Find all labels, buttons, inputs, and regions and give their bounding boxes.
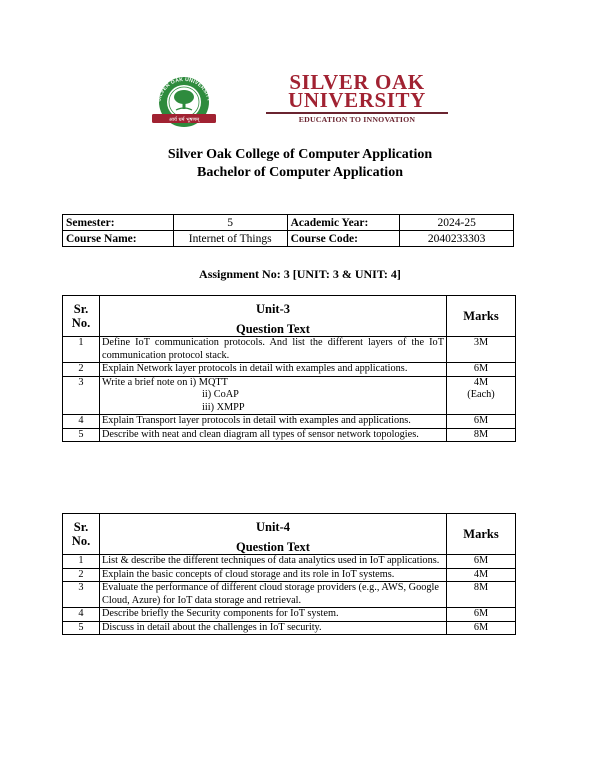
table-row [63, 568, 516, 582]
university-tagline: EDUCATION TO INNOVATION [266, 112, 448, 125]
marks: 6M [447, 363, 516, 377]
sr-no: 1 [63, 337, 100, 363]
university-name [262, 70, 452, 112]
unit4-question-table [62, 513, 516, 635]
unit-header: Unit-3 [100, 296, 447, 324]
question-sub-item: iii) XMPP [202, 401, 245, 413]
question-text: Explain the basic concepts of cloud storage and its role in IoT systems. [100, 568, 447, 582]
sr-no: 5 [63, 428, 100, 442]
sr-no: 4 [63, 415, 100, 429]
table-row [63, 555, 516, 569]
marks: 8M [447, 428, 516, 442]
table-row [63, 621, 516, 635]
question-main: Write a brief note on i) MQTT [102, 376, 228, 388]
unit-header: Unit-4 [100, 514, 447, 542]
question-text: Explain Transport layer protocols in detail with examples and applications. [100, 415, 447, 429]
course-code-value: 2040233303 [400, 231, 514, 247]
question-text: Define IoT communication protocols. And list the different layers of the IoT communication protocol stack. [100, 337, 447, 363]
question-text: Explain Network layer protocols in detail with examples and applications. [100, 363, 447, 377]
question-sub-item: ii) CoAP [202, 389, 239, 400]
sr-no: 4 [63, 608, 100, 622]
info-row [63, 215, 514, 231]
question-text-header: Question Text [100, 541, 447, 555]
sr-no: 3 [63, 376, 100, 415]
marks: 6M [447, 621, 516, 635]
svg-text:SILVER OAK UNIVERSITY: SILVER OAK UNIVERSITY [156, 76, 212, 103]
marks: 3M [447, 337, 516, 363]
sr-no-header: Sr. No. [63, 296, 100, 337]
unit3-question-table [62, 295, 516, 442]
academic-year-label: Academic Year: [287, 215, 400, 231]
question-text: Describe with neat and clean diagram all types of sensor network topologies. [100, 428, 447, 442]
sr-no: 5 [63, 621, 100, 635]
course-code-label: Course Code: [287, 231, 400, 247]
marks: 6M [447, 555, 516, 569]
college-title: Silver Oak College of Computer Application [167, 147, 433, 162]
sr-no: 2 [63, 568, 100, 582]
sr-no: 2 [63, 363, 100, 377]
table-header-row [63, 514, 516, 542]
course-info-table [62, 214, 514, 247]
info-row [63, 231, 514, 247]
marks-note: (Each) [467, 389, 495, 400]
course-name-value: Internet of Things [173, 231, 287, 247]
marks [447, 376, 516, 415]
university-seal-icon [150, 72, 260, 128]
table-row [63, 363, 516, 377]
marks: 8M [447, 582, 516, 608]
question-text [100, 376, 447, 415]
table-row [63, 582, 516, 608]
university-name-line1: SILVER OAK [289, 70, 425, 94]
question-text-header: Question Text [100, 323, 447, 337]
university-logo [150, 72, 450, 128]
course-name-label: Course Name: [63, 231, 174, 247]
table-row [63, 428, 516, 442]
table-row [63, 415, 516, 429]
university-name-line2: UNIVERSITY [288, 88, 426, 112]
table-row [63, 376, 516, 415]
question-text: Describe briefly the Security components for IoT system. [100, 608, 447, 622]
semester-label: Semester: [63, 215, 174, 231]
marks-header: Marks [447, 296, 516, 337]
assignment-title: Assignment No: 3 [UNIT: 3 & UNIT: 4] [199, 267, 401, 281]
marks-header: Marks [447, 514, 516, 555]
marks-value: 4M [473, 376, 489, 388]
table-row [63, 608, 516, 622]
academic-year-value: 2024-25 [400, 215, 514, 231]
question-text: List & describe the different techniques of data analytics used in IoT applications. [100, 555, 447, 569]
table-row [63, 337, 516, 363]
marks: 4M [447, 568, 516, 582]
sr-no-header: Sr. No. [63, 514, 100, 555]
sr-no: 3 [63, 582, 100, 608]
svg-text:आर्य धर्म भूषणम्: आर्य धर्म भूषणम् [168, 117, 200, 123]
sr-no: 1 [63, 555, 100, 569]
marks: 6M [447, 608, 516, 622]
program-title: Bachelor of Computer Application [197, 165, 403, 180]
marks: 6M [447, 415, 516, 429]
semester-value: 5 [173, 215, 287, 231]
question-text: Discuss in detail about the challenges in IoT security. [100, 621, 447, 635]
table-header-row [63, 296, 516, 324]
question-text: Evaluate the performance of different cloud storage providers (e.g., AWS, Google Cloud, Azure) for IoT data storage and retrieval. [100, 582, 447, 608]
